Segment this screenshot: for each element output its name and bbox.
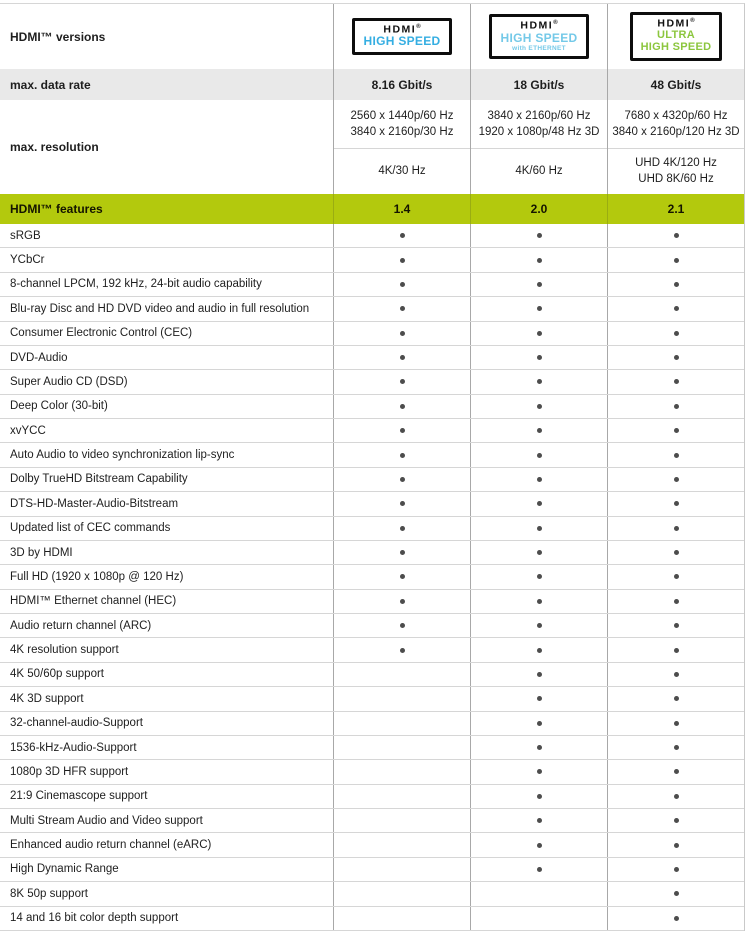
feature-support-cell	[333, 638, 470, 661]
feature-label: High Dynamic Range	[10, 863, 119, 876]
feature-support-cell	[333, 370, 470, 393]
support-dot-icon	[537, 477, 542, 482]
support-dot-icon	[537, 867, 542, 872]
feature-support-cell	[607, 687, 744, 710]
support-dot-icon	[400, 599, 405, 604]
feature-unsupported-cell	[333, 760, 470, 783]
support-dot-icon	[674, 843, 679, 848]
feature-support-cell	[470, 663, 607, 686]
support-dot-icon	[400, 501, 405, 506]
feature-rows-container	[0, 224, 744, 931]
feature-support-cell	[470, 346, 607, 369]
feature-label: Consumer Electronic Control (CEC)	[10, 327, 193, 340]
support-dot-icon	[400, 648, 405, 653]
feature-support-cell	[607, 517, 744, 540]
support-dot-icon	[537, 428, 542, 433]
feature-support-cell	[470, 492, 607, 515]
support-dot-icon	[537, 453, 542, 458]
badge-cell-hdmi-high-speed-with-ethernet	[470, 4, 607, 69]
support-dot-icon	[400, 428, 405, 433]
version-number-2-0: 2.0	[470, 194, 607, 224]
feature-support-cell	[333, 517, 470, 540]
feature-label: Auto Audio to video synchronization lip-sync	[10, 449, 235, 462]
feature-support-cell	[607, 565, 744, 588]
resolution-cell-1-4	[333, 100, 470, 194]
feature-row	[0, 638, 744, 662]
feature-support-cell	[470, 590, 607, 613]
feature-unsupported-cell	[333, 785, 470, 808]
feature-support-cell	[607, 858, 744, 881]
resolution-primary-2-0	[471, 101, 607, 149]
feature-label: YCbCr	[10, 254, 45, 267]
feature-label: Enhanced audio return channel (eARC)	[10, 839, 212, 852]
feature-support-cell	[607, 248, 744, 271]
feature-support-cell	[470, 517, 607, 540]
features-header-row	[0, 194, 744, 224]
support-dot-icon	[400, 574, 405, 579]
feature-row	[0, 833, 744, 857]
support-dot-icon	[674, 428, 679, 433]
resolution-line: 3840 x 2160p/60 Hz	[487, 109, 591, 122]
resolution-cell-2-0	[470, 100, 607, 194]
support-dot-icon	[674, 818, 679, 823]
support-dot-icon	[537, 331, 542, 336]
data-rate-row	[0, 69, 744, 100]
support-dot-icon	[674, 599, 679, 604]
support-dot-icon	[537, 818, 542, 823]
feature-unsupported-cell	[470, 907, 607, 930]
feature-support-cell	[607, 907, 744, 930]
feature-support-cell	[333, 395, 470, 418]
support-dot-icon	[674, 233, 679, 238]
support-dot-icon	[537, 379, 542, 384]
feature-support-cell	[470, 687, 607, 710]
support-dot-icon	[400, 306, 405, 311]
feature-support-cell	[607, 833, 744, 856]
feature-support-cell	[470, 273, 607, 296]
resolution-primary-1-4	[334, 101, 470, 149]
feature-row	[0, 297, 744, 321]
feature-row	[0, 517, 744, 541]
support-dot-icon	[674, 648, 679, 653]
versions-row-label: HDMI™ versions	[10, 29, 106, 44]
feature-support-cell	[333, 273, 470, 296]
feature-support-cell	[333, 541, 470, 564]
feature-unsupported-cell	[333, 736, 470, 759]
resolution-label: max. resolution	[10, 140, 99, 154]
support-dot-icon	[674, 355, 679, 360]
feature-unsupported-cell	[333, 712, 470, 735]
feature-support-cell	[607, 736, 744, 759]
resolution-line: UHD 8K/60 Hz	[638, 173, 714, 185]
support-dot-icon	[537, 550, 542, 555]
support-dot-icon	[400, 623, 405, 628]
feature-row	[0, 858, 744, 882]
feature-label: sRGB	[10, 229, 41, 242]
resolution-secondary-2-1	[608, 149, 744, 194]
data-rate-value-2-1: 48 Gbit/s	[607, 69, 744, 100]
support-dot-icon	[537, 769, 542, 774]
hdmi-wordmark: HDMI®	[383, 23, 421, 36]
support-dot-icon	[674, 721, 679, 726]
support-dot-icon	[537, 404, 542, 409]
resolution-cell-2-1	[607, 100, 744, 194]
badge-speed-label: HIGH SPEED	[363, 34, 441, 49]
support-dot-icon	[674, 501, 679, 506]
feature-row	[0, 395, 744, 419]
feature-support-cell	[470, 322, 607, 345]
support-dot-icon	[537, 501, 542, 506]
support-dot-icon	[400, 233, 405, 238]
feature-support-cell	[607, 712, 744, 735]
support-dot-icon	[674, 282, 679, 287]
support-dot-icon	[400, 453, 405, 458]
hdmi-wordmark: HDMI®	[520, 19, 558, 32]
support-dot-icon	[400, 282, 405, 287]
feature-support-cell	[607, 468, 744, 491]
support-dot-icon	[400, 526, 405, 531]
feature-unsupported-cell	[333, 882, 470, 905]
support-dot-icon	[674, 526, 679, 531]
support-dot-icon	[537, 306, 542, 311]
support-dot-icon	[674, 379, 679, 384]
feature-support-cell	[470, 785, 607, 808]
support-dot-icon	[400, 258, 405, 263]
support-dot-icon	[674, 258, 679, 263]
feature-row	[0, 419, 744, 443]
feature-label: 4K resolution support	[10, 644, 119, 657]
feature-support-cell	[607, 443, 744, 466]
feature-row	[0, 565, 744, 589]
feature-support-cell	[470, 712, 607, 735]
badge-cell-hdmi-ultra-high-speed	[607, 4, 744, 69]
support-dot-icon	[537, 623, 542, 628]
feature-row	[0, 492, 744, 516]
support-dot-icon	[400, 550, 405, 555]
feature-label: Multi Stream Audio and Video support	[10, 814, 203, 827]
feature-support-cell	[333, 322, 470, 345]
resolution-line: 3840 x 2160p/120 Hz 3D	[612, 126, 740, 138]
version-number-1-4: 1.4	[333, 194, 470, 224]
feature-label: 3D by HDMI	[10, 546, 73, 559]
feature-support-cell	[333, 346, 470, 369]
feature-support-cell	[607, 273, 744, 296]
feature-support-cell	[607, 297, 744, 320]
feature-support-cell	[607, 590, 744, 613]
feature-row	[0, 224, 744, 248]
support-dot-icon	[674, 306, 679, 311]
resolution-line: 3840 x 2160p/30 Hz	[350, 126, 454, 138]
support-dot-icon	[400, 477, 405, 482]
feature-unsupported-cell	[333, 858, 470, 881]
feature-support-cell	[607, 638, 744, 661]
feature-support-cell	[470, 224, 607, 247]
feature-support-cell	[333, 443, 470, 466]
support-dot-icon	[537, 672, 542, 677]
feature-row	[0, 273, 744, 297]
feature-support-cell	[607, 224, 744, 247]
feature-support-cell	[333, 565, 470, 588]
feature-row	[0, 248, 744, 272]
feature-support-cell	[470, 638, 607, 661]
feature-support-cell	[470, 541, 607, 564]
feature-support-cell	[607, 614, 744, 637]
support-dot-icon	[537, 233, 542, 238]
feature-support-cell	[607, 541, 744, 564]
feature-label: Deep Color (30-bit)	[10, 400, 108, 413]
feature-support-cell	[470, 736, 607, 759]
badge-speed-label: HIGH SPEED	[500, 30, 578, 45]
feature-label: Full HD (1920 x 1080p @ 120 Hz)	[10, 570, 184, 583]
feature-label: 1080p 3D HFR support	[10, 765, 129, 778]
support-dot-icon	[537, 648, 542, 653]
hdmi-high-speed-with-ethernet-badge	[489, 14, 588, 59]
feature-label: DTS-HD-Master-Audio-Bitstream	[10, 497, 179, 510]
feature-label: Dolby TrueHD Bitstream Capability	[10, 473, 188, 486]
resolution-secondary-1-4	[334, 149, 470, 194]
feature-row	[0, 370, 744, 394]
feature-unsupported-cell	[333, 833, 470, 856]
feature-label: 1536-kHz-Audio-Support	[10, 741, 137, 754]
resolution-line: 7680 x 4320p/60 Hz	[624, 109, 728, 122]
hdmi-ultra-high-speed-badge	[630, 12, 723, 61]
feature-support-cell	[333, 248, 470, 271]
hdmi-wordmark: HDMI®	[657, 17, 695, 30]
feature-support-cell	[607, 785, 744, 808]
support-dot-icon	[400, 404, 405, 409]
support-dot-icon	[537, 526, 542, 531]
feature-support-cell	[470, 419, 607, 442]
support-dot-icon	[674, 769, 679, 774]
feature-support-cell	[470, 370, 607, 393]
feature-support-cell	[607, 663, 744, 686]
support-dot-icon	[674, 794, 679, 799]
feature-row	[0, 760, 744, 784]
feature-row	[0, 590, 744, 614]
feature-unsupported-cell	[333, 687, 470, 710]
feature-label: xvYCC	[10, 424, 46, 437]
feature-label: HDMI™ Ethernet channel (HEC)	[10, 595, 177, 608]
feature-row	[0, 882, 744, 906]
feature-unsupported-cell	[333, 907, 470, 930]
feature-row	[0, 541, 744, 565]
support-dot-icon	[674, 696, 679, 701]
feature-row	[0, 712, 744, 736]
support-dot-icon	[400, 331, 405, 336]
support-dot-icon	[537, 696, 542, 701]
feature-support-cell	[470, 248, 607, 271]
feature-label: Blu-ray Disc and HD DVD video and audio in full resolution	[10, 302, 310, 315]
feature-support-cell	[607, 492, 744, 515]
feature-support-cell	[470, 565, 607, 588]
feature-unsupported-cell	[333, 809, 470, 832]
feature-label: Super Audio CD (DSD)	[10, 375, 128, 388]
feature-row	[0, 322, 744, 346]
badge-cell-hdmi-high-speed	[333, 4, 470, 69]
resolution-line: 2560 x 1440p/60 Hz	[350, 109, 454, 122]
hdmi-high-speed-badge	[352, 18, 451, 56]
support-dot-icon	[537, 574, 542, 579]
feature-label: 8K 50p support	[10, 887, 89, 900]
feature-row	[0, 663, 744, 687]
feature-support-cell	[333, 224, 470, 247]
feature-support-cell	[607, 760, 744, 783]
feature-support-cell	[607, 882, 744, 905]
feature-support-cell	[470, 833, 607, 856]
support-dot-icon	[537, 599, 542, 604]
support-dot-icon	[674, 916, 679, 921]
resolution-primary-2-1	[608, 101, 744, 149]
feature-unsupported-cell	[470, 882, 607, 905]
feature-row	[0, 907, 744, 931]
resolution-secondary-2-0	[471, 149, 607, 194]
feature-support-cell	[470, 297, 607, 320]
resolution-row	[0, 100, 744, 194]
support-dot-icon	[674, 453, 679, 458]
support-dot-icon	[674, 404, 679, 409]
feature-support-cell	[607, 322, 744, 345]
feature-row	[0, 346, 744, 370]
support-dot-icon	[674, 745, 679, 750]
feature-support-cell	[333, 297, 470, 320]
feature-support-cell	[607, 809, 744, 832]
support-dot-icon	[537, 258, 542, 263]
feature-row	[0, 736, 744, 760]
feature-row	[0, 687, 744, 711]
feature-label: 8-channel LPCM, 192 kHz, 24-bit audio capability	[10, 278, 262, 291]
feature-row	[0, 614, 744, 638]
features-header-label: HDMI™ features	[10, 202, 103, 216]
support-dot-icon	[674, 623, 679, 628]
support-dot-icon	[674, 550, 679, 555]
support-dot-icon	[674, 891, 679, 896]
feature-label: 4K 3D support	[10, 692, 84, 705]
feature-support-cell	[470, 468, 607, 491]
badge-speed-label: HIGH SPEED	[640, 40, 712, 53]
feature-label: 21:9 Cinemascope support	[10, 790, 148, 803]
feature-support-cell	[607, 370, 744, 393]
support-dot-icon	[537, 355, 542, 360]
support-dot-icon	[674, 574, 679, 579]
support-dot-icon	[400, 379, 405, 384]
feature-row	[0, 468, 744, 492]
feature-support-cell	[470, 614, 607, 637]
feature-support-cell	[607, 346, 744, 369]
data-rate-value-2-0: 18 Gbit/s	[470, 69, 607, 100]
versions-row	[0, 4, 744, 69]
feature-row	[0, 785, 744, 809]
feature-label: Audio return channel (ARC)	[10, 619, 152, 632]
resolution-line: UHD 4K/120 Hz	[635, 156, 717, 169]
data-rate-label: max. data rate	[10, 77, 91, 92]
feature-support-cell	[333, 614, 470, 637]
support-dot-icon	[674, 477, 679, 482]
resolution-line: 4K/30 Hz	[378, 164, 426, 177]
feature-label: 4K 50/60p support	[10, 668, 104, 681]
feature-unsupported-cell	[333, 663, 470, 686]
feature-support-cell	[333, 492, 470, 515]
feature-support-cell	[607, 419, 744, 442]
feature-support-cell	[333, 590, 470, 613]
resolution-line: 4K/60 Hz	[515, 164, 563, 177]
support-dot-icon	[400, 355, 405, 360]
feature-support-cell	[470, 395, 607, 418]
support-dot-icon	[537, 282, 542, 287]
support-dot-icon	[674, 331, 679, 336]
feature-support-cell	[470, 858, 607, 881]
feature-label: 14 and 16 bit color depth support	[10, 912, 179, 925]
feature-row	[0, 809, 744, 833]
feature-label: 32-channel-audio-Support	[10, 717, 143, 730]
badge-speed-label: ULTRA	[657, 29, 695, 42]
feature-support-cell	[470, 760, 607, 783]
feature-support-cell	[470, 443, 607, 466]
hdmi-comparison-table	[0, 3, 745, 931]
version-number-2-1: 2.1	[607, 194, 744, 224]
resolution-line: 1920 x 1080p/48 Hz 3D	[478, 126, 600, 138]
feature-support-cell	[333, 419, 470, 442]
support-dot-icon	[674, 672, 679, 677]
feature-label: Updated list of CEC commands	[10, 522, 171, 535]
support-dot-icon	[674, 867, 679, 872]
support-dot-icon	[537, 745, 542, 750]
support-dot-icon	[537, 794, 542, 799]
support-dot-icon	[537, 721, 542, 726]
feature-support-cell	[607, 395, 744, 418]
data-rate-value-1-4: 8.16 Gbit/s	[333, 69, 470, 100]
badge-ethernet-label: with ETHERNET	[512, 44, 566, 52]
feature-support-cell	[333, 468, 470, 491]
support-dot-icon	[537, 843, 542, 848]
feature-label: DVD-Audio	[10, 351, 68, 364]
feature-support-cell	[470, 809, 607, 832]
feature-row	[0, 443, 744, 467]
